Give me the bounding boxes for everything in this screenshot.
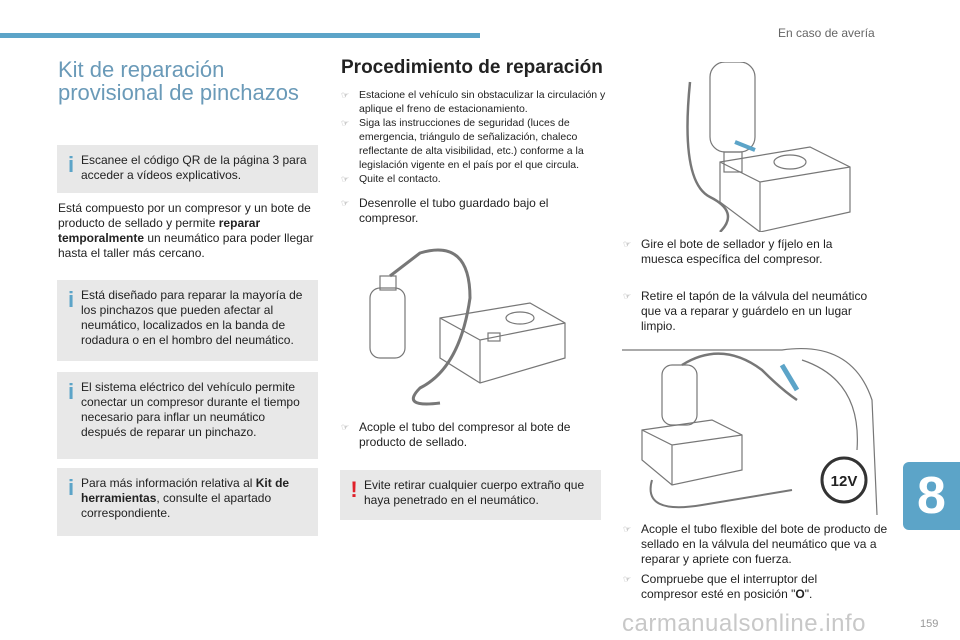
step-text: Desenrolle el tubo guardado bajo el compresor.	[359, 196, 549, 225]
info-box-electric	[57, 372, 318, 459]
info-text: Está diseñado para reparar la mayoría de los pinchazos que pueden afectar al neumático, localizados en la banda de rodadura o en el hombro del neumático.	[81, 288, 303, 347]
pointing-hand-icon: ☞	[341, 198, 350, 208]
step-text: Acople el tubo flexible del bote de producto de sellado en la válvula del neumático que va a reparar y apriete con fuerza.	[641, 522, 888, 566]
pointing-hand-icon: ☞	[341, 422, 350, 432]
watermark: carmanualsonline.info	[622, 610, 866, 637]
pointing-hand-icon: ☞	[623, 524, 632, 534]
step-text: Estacione el vehículo sin obstaculizar la circulación y aplique el freno de estacionamiento.	[359, 89, 606, 115]
pointing-hand-icon: ☞	[623, 291, 632, 301]
info-box-qr	[57, 145, 318, 193]
step-4	[341, 196, 591, 226]
pointing-hand-icon: ☞	[341, 90, 350, 100]
header-accent-bar	[0, 33, 480, 38]
step-text: Quite el contacto.	[359, 173, 441, 185]
intro-bold: reparar temporalmente	[58, 216, 261, 245]
compressor-unroll-illustration	[360, 248, 580, 410]
intro-paragraph	[58, 201, 318, 261]
step-6	[623, 237, 873, 267]
info-text: El sistema eléctrico del vehículo permite conectar un compresor durante el tiempo necesario para inflar un neumático después de reparar un pinchazo.	[81, 380, 300, 439]
info-text: Para más información relativa al	[81, 476, 256, 490]
step-text: Siga las instrucciones de seguridad (luces de emergencia, triángulo de señalización, chaleco reflectante de alta visibilidad, etc.) conforme a la legislación vigente en el país por el que circula.	[359, 117, 584, 171]
step-7	[623, 289, 883, 334]
section-title: En caso de avería	[778, 26, 875, 40]
info-box-tools	[57, 468, 318, 536]
pointing-hand-icon: ☞	[623, 574, 632, 584]
info-icon: i	[67, 475, 75, 500]
step-text: Acople el tubo del compresor al bote de producto de sellado.	[359, 420, 571, 449]
intro-text-end: un neumático para poder llegar hasta el taller más cercano.	[58, 231, 314, 260]
intro-text: Está compuesto por un compresor y un bote de producto de sellado y permite	[58, 201, 311, 230]
info-text-end: , consulte el apartado correspondiente.	[81, 491, 272, 520]
info-icon: i	[67, 287, 75, 312]
pointing-hand-icon: ☞	[341, 174, 350, 184]
info-text: Escanee el código QR de la página 3 para acceder a vídeos explicativos.	[81, 153, 307, 182]
step-5	[341, 420, 591, 450]
pointing-hand-icon: ☞	[623, 239, 632, 249]
warning-icon: !	[350, 477, 358, 502]
info-icon: i	[67, 152, 75, 177]
step-text: Retire el tapón de la válvula del neumático que va a reparar y guárdelo en un lugar limpio.	[641, 289, 868, 333]
step-1	[341, 88, 626, 116]
page-number: 159	[920, 618, 939, 630]
chapter-tab: 8	[903, 462, 960, 530]
warning-box	[340, 470, 601, 520]
info-icon: i	[67, 379, 75, 404]
step-text: Gire el bote de sellador y fíjelo en la muesca específica del compresor.	[641, 237, 833, 266]
switch-position: O	[795, 587, 805, 601]
procedure-title: Procedimiento de reparación	[341, 57, 603, 78]
procedure-steps	[341, 88, 626, 226]
sealant-bottle-illustration	[680, 62, 860, 232]
page-title: Kit de reparación provisional de pinchazos	[58, 57, 299, 105]
step-2	[341, 116, 626, 172]
tyre-connection-illustration	[622, 340, 880, 515]
info-link-bold: Kit de herramientas	[81, 476, 290, 505]
step-9	[623, 572, 873, 602]
socket-12v-label: 12V	[830, 473, 858, 490]
step-8	[623, 522, 893, 567]
step-text: Compruebe que el interruptor del compresor esté en posición "	[641, 572, 818, 601]
pointing-hand-icon: ☞	[341, 118, 350, 128]
info-box-design	[57, 280, 318, 361]
warning-text: Evite retirar cualquier cuerpo extraño que haya penetrado en el neumático.	[364, 478, 585, 507]
step-text-end: ".	[804, 587, 813, 601]
step-3	[341, 172, 626, 186]
